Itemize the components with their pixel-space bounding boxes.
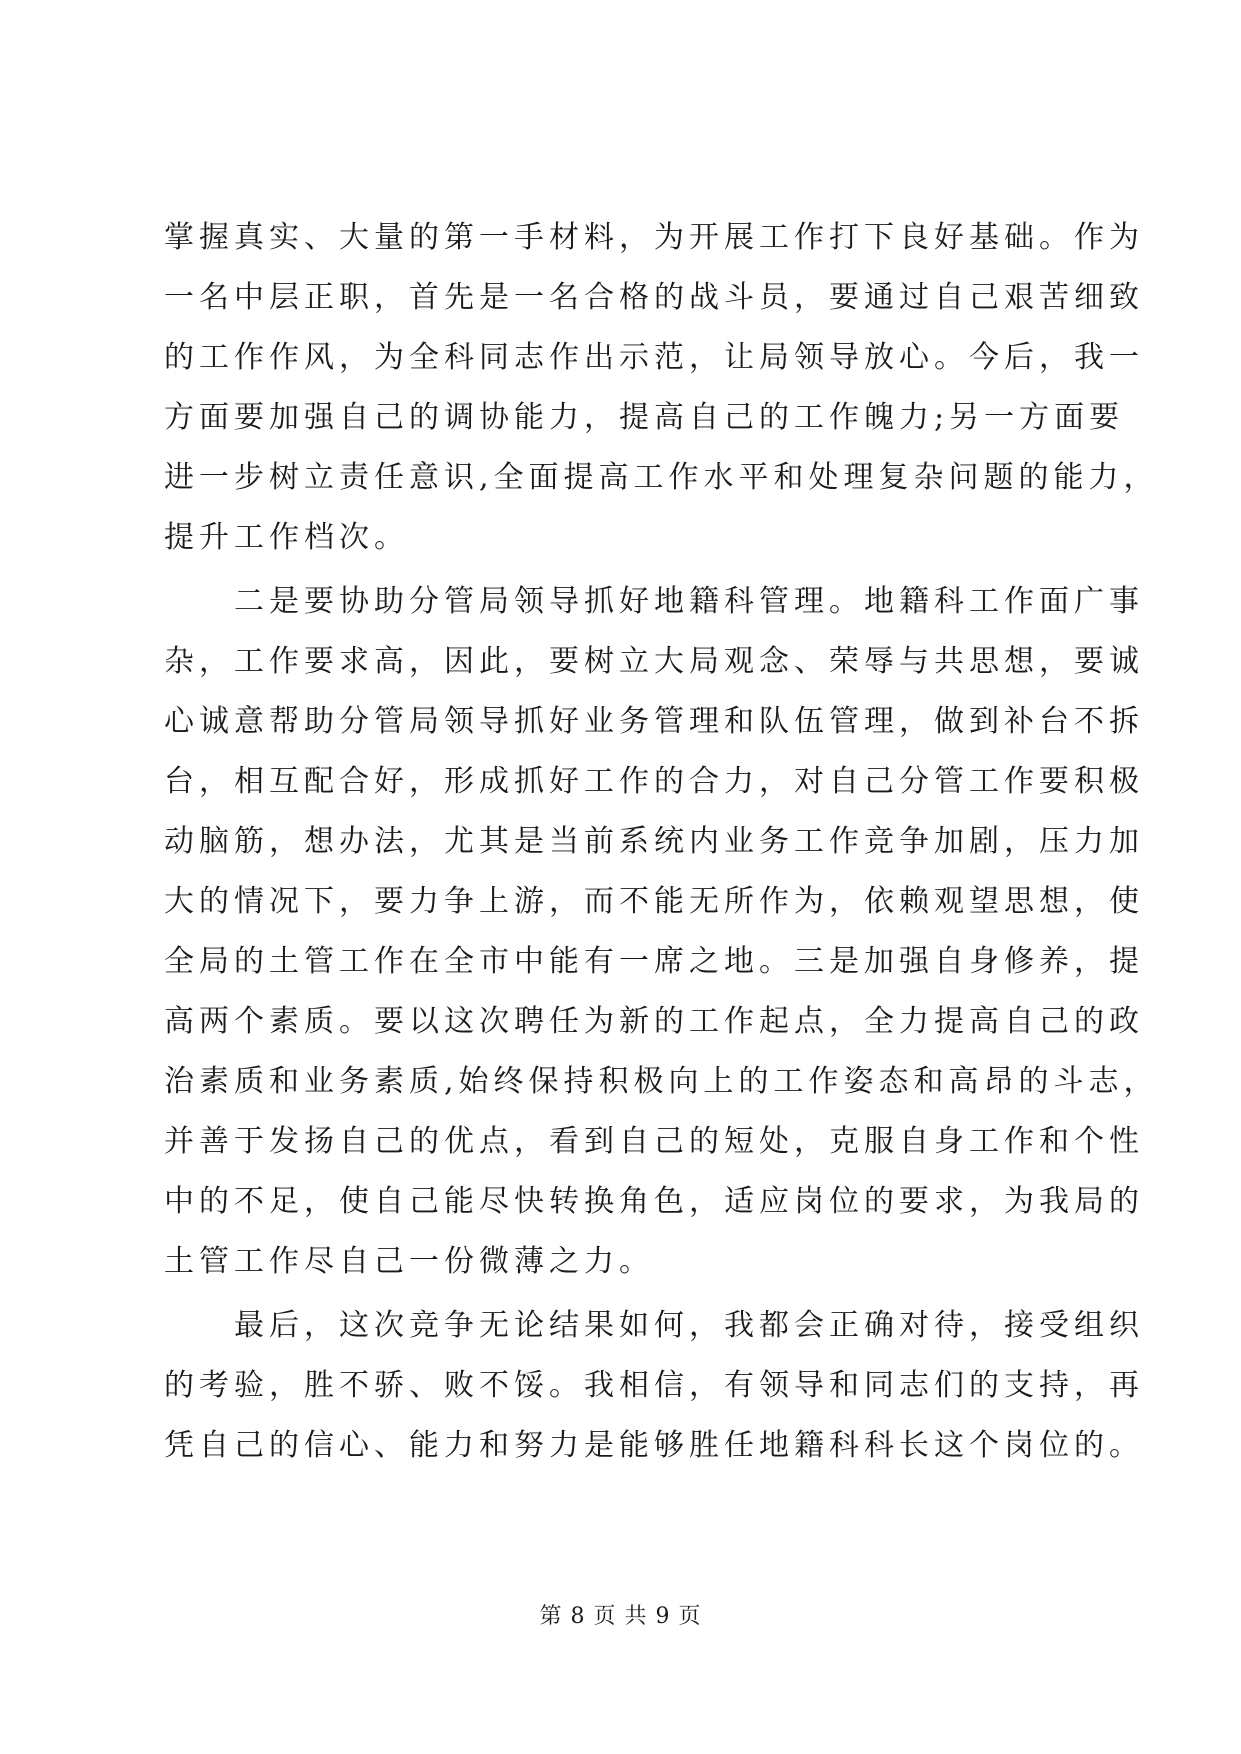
body-line-4: 方面要加强自己的调协能力，提高自己的工作魄力;另一方面要 (164, 400, 1125, 435)
body-line-18: 土管工作尽自己一份微薄之力。 (164, 1244, 654, 1279)
body-line-13: 全局的土管工作在全市中能有一席之地。三是加强自身修养，提 (164, 944, 1144, 979)
body-line-21: 凭自己的信心、能力和努力是能够胜任地籍科科长这个岗位的。 (164, 1428, 1144, 1463)
body-line-16: 并善于发扬自己的优点，看到自己的短处，克服自身工作和个性 (164, 1124, 1144, 1159)
body-line-17: 中的不足，使自己能尽快转换角色，适应岗位的要求，为我局的 (164, 1184, 1144, 1219)
body-line-11: 动脑筋，想办法，尤其是当前系统内业务工作竞争加剧，压力加 (164, 824, 1144, 859)
body-line-20: 的考验，胜不骄、败不馁。我相信，有领导和同志们的支持，再 (164, 1368, 1144, 1403)
body-line-15: 治素质和业务素质,始终保持积极向上的工作姿态和高昂的斗志， (164, 1064, 1159, 1099)
body-line-8: 杂，工作要求高，因此，要树立大局观念、荣辱与共思想，要诚 (164, 644, 1144, 679)
body-line-3: 的工作作风，为全科同志作出示范，让局领导放心。今后，我一 (164, 340, 1144, 375)
body-line-7: 二是要协助分管局领导抓好地籍科管理。地籍科工作面广事 (164, 584, 1144, 619)
body-line-2: 一名中层正职，首先是一名合格的战斗员，要通过自己艰苦细致 (164, 280, 1144, 315)
body-line-19: 最后，这次竞争无论结果如何，我都会正确对待，接受组织 (164, 1308, 1144, 1343)
body-line-9: 心诚意帮助分管局领导抓好业务管理和队伍管理，做到补台不拆 (164, 704, 1144, 739)
body-line-12: 大的情况下，要力争上游，而不能无所作为，依赖观望思想，使 (164, 884, 1144, 919)
body-line-6: 提升工作档次。 (164, 520, 409, 555)
body-line-1: 掌握真实、大量的第一手材料，为开展工作打下良好基础。作为 (164, 220, 1144, 255)
body-line-14: 高两个素质。要以这次聘任为新的工作起点，全力提高自己的政 (164, 1004, 1144, 1039)
body-line-10: 台，相互配合好，形成抓好工作的合力，对自己分管工作要积极 (164, 764, 1144, 799)
body-line-5: 进一步树立责任意识,全面提高工作水平和处理复杂问题的能力， (164, 460, 1159, 495)
page-number-footer: 第 8 页 共 9 页 (539, 1604, 702, 1629)
